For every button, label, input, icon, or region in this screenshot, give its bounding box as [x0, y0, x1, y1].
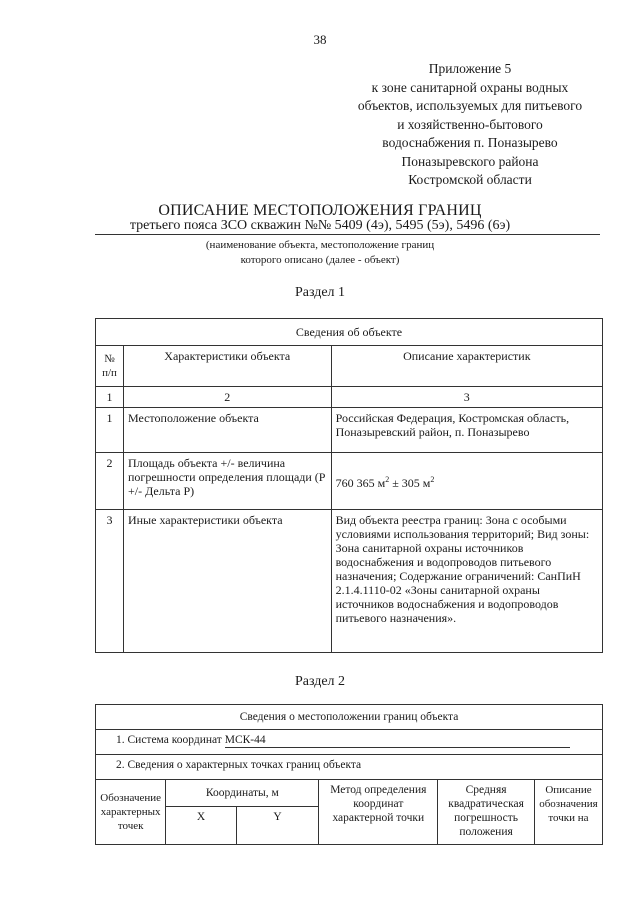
header-method: Метод определения координат характерной точки: [319, 780, 438, 845]
page-number: 38: [313, 32, 327, 47]
appendix-line: Приложение 5: [428, 61, 512, 76]
index-cell: 1: [96, 387, 124, 408]
row-characteristic: Иные характеристики объекта: [123, 510, 331, 653]
header-error: Средняя квадратическая погрешность положения: [438, 780, 535, 845]
table-title: Сведения об объекте: [96, 319, 603, 346]
table-row: [96, 453, 603, 510]
area-sup: 2: [430, 474, 435, 484]
appendix-line: объектов, используемых для питьевого: [357, 98, 583, 113]
header-description: Описание характеристик: [331, 346, 602, 387]
row-area-value: [331, 453, 602, 510]
row-description: Вид объекта реестра границ: Зона с особыми условиями использования территорий; Вид зоны: Зона санитарной охраны источников водоснабжения и водопроводов питьевого назначения; Содержание ограничений: СанПиН 2.1.4.1110-02 «Зоны санитарной охраны источников водоснабжения и водопроводов питьевого назначения».: [331, 510, 602, 653]
header-point-description: Описание обозначения точки на: [534, 780, 602, 845]
document-title: ОПИСАНИЕ МЕСТОПОЛОЖЕНИЯ ГРАНИЦ: [158, 202, 482, 219]
boundary-table: [95, 704, 603, 845]
appendix-line: Костромской области: [408, 172, 532, 187]
note-line: которого описано (далее - объект): [240, 254, 400, 266]
document-subtitle: третьего пояса ЗСО скважин №№ 5409 (4э), 5495 (5э), 5496 (6э): [129, 218, 511, 233]
area-value: 760 365 м: [335, 475, 386, 490]
coord-system-value: МСК-44: [225, 733, 570, 748]
object-info-table: [95, 318, 603, 653]
appendix-line: и хозяйственно-бытового: [397, 116, 543, 132]
coord-system-row: [96, 730, 603, 755]
appendix-line: водоснабжения п. Поназырево: [382, 135, 558, 150]
note-line: (наименование объекта, местоположение границ: [205, 239, 435, 251]
header-y: Y: [236, 807, 319, 845]
row-characteristic: Местоположение объекта: [123, 408, 331, 453]
index-cell: 3: [331, 387, 602, 408]
appendix-line: Поназыревского района: [401, 153, 539, 169]
table-row: [96, 510, 603, 653]
header-characteristics: Характеристики объекта: [123, 346, 331, 387]
row-description: Российская Федерация, Костромская область, Поназыревский район, п. Поназырево: [331, 408, 602, 453]
area-sup: 2: [385, 474, 390, 484]
appendix-line: к зоне санитарной охраны водных: [371, 79, 569, 95]
header-point: Обозначение характерных точек: [96, 780, 166, 845]
row-num: 2: [96, 453, 124, 510]
section2-heading: Раздел 2: [294, 674, 346, 689]
header-num: № п/п: [96, 346, 124, 387]
appendix-block: [330, 60, 610, 190]
points-label: 2. Сведения о характерных точках границ объекта: [96, 755, 603, 780]
subtitle-underline: [95, 234, 600, 235]
header-x: X: [166, 807, 237, 845]
header-coordinates: Координаты, м: [166, 780, 319, 807]
subtitle-note: [0, 238, 640, 268]
row-num: 1: [96, 408, 124, 453]
section1-heading: Раздел 1: [294, 285, 346, 300]
row-num: 3: [96, 510, 124, 653]
area-error: ± 305 м: [389, 475, 431, 490]
table-title: Сведения о местоположении границ объекта: [96, 705, 603, 730]
index-cell: 2: [123, 387, 331, 408]
table-row: [96, 408, 603, 453]
row-characteristic: Площадь объекта +/- величина погрешности определения площади (Р +/- Дельта Р): [123, 453, 331, 510]
coord-system-label: 1. Система координат: [116, 734, 222, 746]
